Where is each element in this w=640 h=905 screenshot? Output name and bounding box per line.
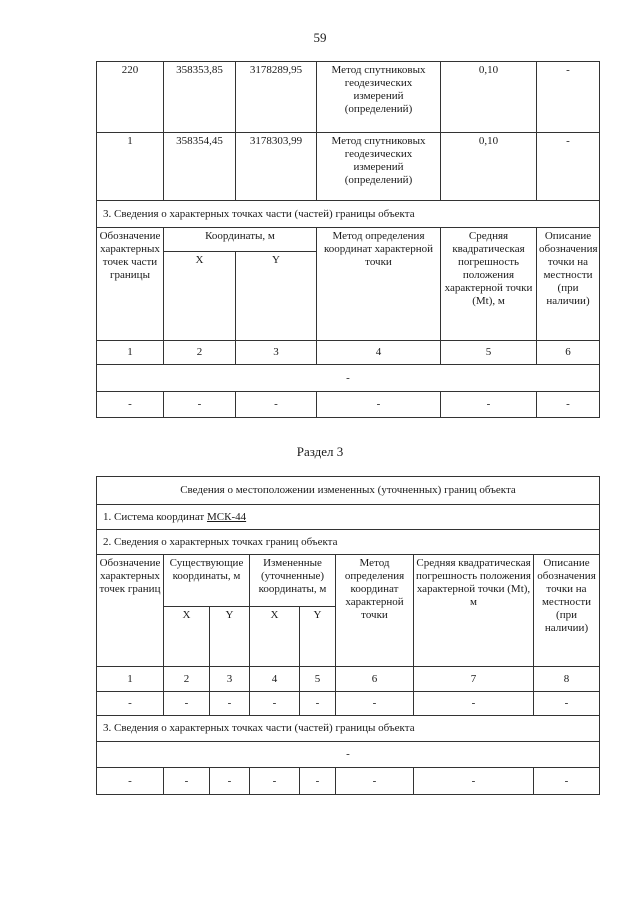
dash-cell: -: [534, 768, 600, 795]
dash-cell: -: [317, 392, 441, 418]
col-number: 2: [164, 667, 210, 692]
table-row: [97, 692, 600, 716]
col-number: 6: [537, 341, 600, 365]
dash-cell: -: [236, 392, 317, 418]
dash-cell: -: [164, 768, 210, 795]
col-number: 3: [236, 341, 317, 365]
table-row: [97, 768, 600, 795]
dash-cell: -: [164, 692, 210, 716]
header-description: Описание обозначения точки на местности (при наличии): [534, 555, 600, 667]
section-heading: Раздел 3: [296, 444, 344, 459]
col-number: 3: [210, 667, 250, 692]
dash-cell: -: [534, 692, 600, 716]
dash-cell: -: [250, 692, 300, 716]
dash-cell: -: [164, 392, 236, 418]
header-changed-coords: Измененные (уточненные) координаты, м: [250, 555, 336, 607]
col-number: 4: [317, 341, 441, 365]
col-number: 8: [534, 667, 600, 692]
dash-cell: -: [300, 768, 336, 795]
dash-cell: -: [210, 692, 250, 716]
table-row: [97, 392, 600, 418]
dash-cell: -: [414, 692, 534, 716]
header-x: X: [164, 252, 236, 341]
dash-cell: -: [537, 392, 600, 418]
coord-y: 3178289,95: [236, 62, 317, 133]
dash-cell: -: [97, 392, 164, 418]
col-number: 2: [164, 341, 236, 365]
header-precision: Средняя квадратическая погрешность положения характерной точки (Mt), м: [441, 228, 537, 341]
dash-cell: -: [250, 768, 300, 795]
col-number: 6: [336, 667, 414, 692]
section-3-title: 3. Сведения о характерных точках части (частей) границы объекта: [97, 716, 600, 742]
dash-cell: -: [97, 768, 164, 795]
header-x: X: [164, 607, 210, 667]
coord-system-value: МСК-44: [206, 510, 247, 523]
coord-system-label: 1. Система координат: [103, 510, 205, 523]
header-description: Описание обозначения точки на местности (при наличии): [537, 228, 600, 341]
merged-dash-row: -: [97, 365, 600, 392]
col-number: 7: [414, 667, 534, 692]
description-cell: -: [537, 62, 600, 133]
dash-cell: -: [336, 692, 414, 716]
coord-x: 358354,45: [164, 133, 236, 201]
col-number: 1: [97, 667, 164, 692]
dash-cell: -: [414, 768, 534, 795]
table-row: [97, 62, 600, 133]
header-designation: Обозначение характерных точек границ: [97, 555, 164, 667]
coord-x: 358353,85: [164, 62, 236, 133]
precision-cell: 0,10: [441, 62, 537, 133]
method-cell: Метод спутниковых геодезических измерений (определений): [317, 133, 441, 201]
merged-dash-row: -: [97, 742, 600, 768]
dash-cell: -: [300, 692, 336, 716]
header-coordinates: Координаты, м: [164, 228, 317, 252]
table-row: [97, 133, 600, 201]
coord-y: 3178303,99: [236, 133, 317, 201]
header-x: X: [250, 607, 300, 667]
section-3-title: 3. Сведения о характерных точках части (частей) границы объекта: [97, 201, 600, 228]
changed-boundaries-table: [96, 476, 600, 795]
col-number: 5: [441, 341, 537, 365]
point-number: 220: [97, 62, 164, 133]
table-title: Сведения о местоположении измененных (уточненных) границ объекта: [97, 477, 600, 505]
dash-cell: -: [97, 692, 164, 716]
dash-cell: -: [210, 768, 250, 795]
column-numbers-row: [97, 341, 600, 365]
point-number: 1: [97, 133, 164, 201]
col-number: 5: [300, 667, 336, 692]
header-precision: Средняя квадратическая погрешность положения характерной точки (Mt), м: [414, 555, 534, 667]
description-cell: -: [537, 133, 600, 201]
header-method: Метод определения координат характерной точки: [317, 228, 441, 341]
boundary-points-table: [96, 61, 600, 418]
coord-system-row: [97, 505, 600, 530]
header-y: Y: [300, 607, 336, 667]
page-number: 59: [313, 30, 327, 45]
section-2-title: 2. Сведения о характерных точках границ объекта: [97, 530, 600, 555]
dash-cell: -: [336, 768, 414, 795]
col-number: 1: [97, 341, 164, 365]
header-y: Y: [236, 252, 317, 341]
header-y: Y: [210, 607, 250, 667]
header-method: Метод определения координат характерной точки: [336, 555, 414, 667]
method-cell: Метод спутниковых геодезических измерений (определений): [317, 62, 441, 133]
header-existing-coords: Существующие координаты, м: [164, 555, 250, 607]
column-numbers-row: [97, 667, 600, 692]
precision-cell: 0,10: [441, 133, 537, 201]
col-number: 4: [250, 667, 300, 692]
dash-cell: -: [441, 392, 537, 418]
header-designation: Обозначение характерных точек части границы: [97, 228, 164, 341]
